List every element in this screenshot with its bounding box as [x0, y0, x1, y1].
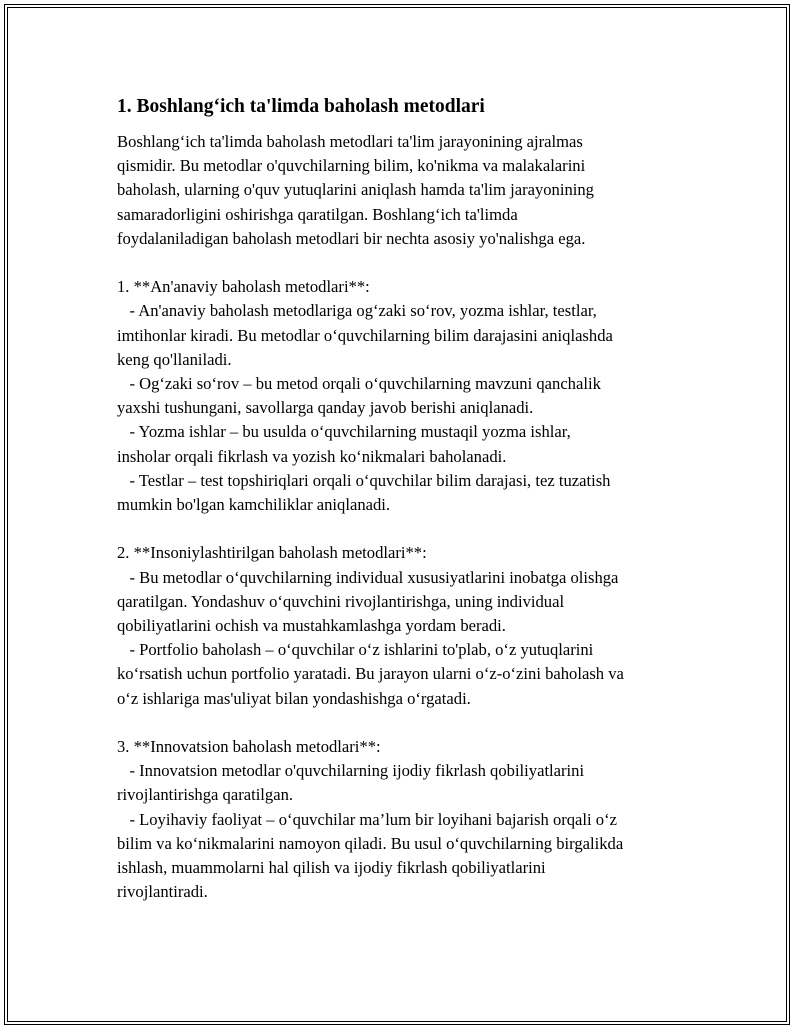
- section-innovative-methods: 3. **Innovatsion baholash metodlari**: - Innovatsion metodlar o'quvchilarning ijodiy fikrlash qobiliyatlarini rivojlantirishga qaratilgan. - Loyihaviy faoliyat – o‘quvchilar ma’lum bir loyihani bajarish orqali o‘z bilim va ko‘nikmalarini namoyon qiladi. Bu usul o‘quvchilarning birgalikda ishlash, muammolarni hal qilish va ijodiy fikrlash qobiliyatlarini rivojlantiradi.: [117, 737, 624, 902]
- paragraph-gap: [117, 517, 697, 541]
- document-title: 1. Boshlang‘ich ta'limda baholash metodlari: [117, 96, 485, 117]
- intro-paragraph: Boshlang‘ich ta'limda baholash metodlari ta'lim jarayonining ajralmas qismidir. Bu metodlar o'quvchilarning bilim, ko'nikma va malakalarini baholash, ularning o'quv yutuqlarini aniqlash hamda ta'lim jarayonining samaradorligini oshirishga qaratilgan. Boshlang‘ich ta'limda foydalaniladigan baholash metodlari bir nechta asosiy yo'nalishga ega.: [117, 132, 594, 248]
- document-body: [117, 94, 697, 904]
- paragraph-gap: [117, 711, 697, 735]
- paragraph-gap: [117, 251, 697, 275]
- section-humanized-methods: 2. **Insoniylashtirilgan baholash metodlari**: - Bu metodlar o‘quvchilarning individual xususiyatlarini inobatga olishga qaratilgan. Yondashuv o‘quvchini rivojlantirishga, uning individual qobiliyatlarini ochish va mustahkamlashga yordam beradi. - Portfolio baholash – o‘quvchilar o‘z ishlarini to'plab, o‘z yutuqlarini ko‘rsatish uchun portfolio yaratadi. Bu jarayon ularni o‘z-o‘zini baholash va o‘z ishlariga mas'uliyat bilan yondashishga o‘rgatadi.: [117, 543, 624, 708]
- section-traditional-methods: 1. **An'anaviy baholash metodlari**: - An'anaviy baholash metodlariga og‘zaki so‘rov, yozma ishlar, testlar, imtihonlar kiradi. Bu metodlar o‘quvchilarning bilim darajasini aniqlashda keng qo'llaniladi. - Og‘zaki so‘rov – bu metod orqali o‘quvchilarning mavzuni qanchalik yaxshi tushungani, savollarga qanday javob berishi aniqlanadi. - Yozma ishlar – bu usulda o‘quvchilarning mustaqil yozma ishlar, insholar orqali fikrlash va yozish ko‘nikmalari baholanadi. - Testlar – test topshiriqlari orqali o‘quvchilar bilim darajasi, tez tuzatish mumkin bo'lgan kamchiliklar aniqlanadi.: [117, 277, 613, 515]
